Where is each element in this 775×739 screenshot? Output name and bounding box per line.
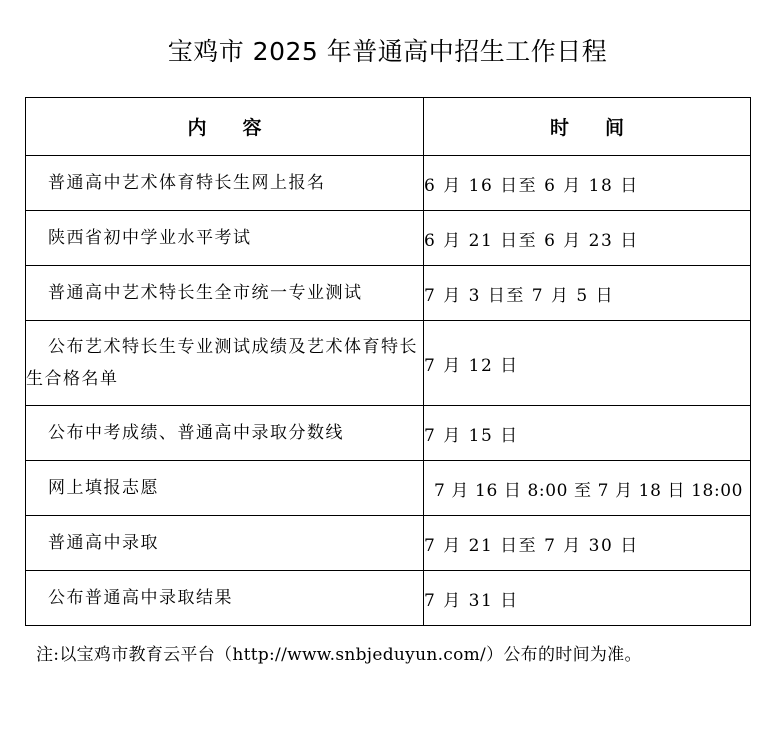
table-row bbox=[26, 211, 751, 266]
row-content: 公布中考成绩、普通高中录取分数线 bbox=[26, 406, 424, 461]
row-time: 7 月 31 日 bbox=[424, 571, 751, 626]
table-row bbox=[26, 156, 751, 211]
row-time: 7 月 3 日至 7 月 5 日 bbox=[424, 266, 751, 321]
row-time: 6 月 16 日至 6 月 18 日 bbox=[424, 156, 751, 211]
table-row bbox=[26, 571, 751, 626]
footnote: 注:以宝鸡市教育云平台（http://www.snbjeduyun.com/）公布的时间为准。 bbox=[36, 645, 642, 665]
table-header-row bbox=[26, 98, 751, 156]
row-time: 7 月 16 日 8:00 至 7 月 18 日 18:00 bbox=[424, 461, 751, 516]
row-content: 普通高中录取 bbox=[26, 516, 424, 571]
row-content: 网上填报志愿 bbox=[26, 461, 424, 516]
header-content: 内容 bbox=[26, 98, 424, 156]
table-row bbox=[26, 266, 751, 321]
row-time: 7 月 12 日 bbox=[424, 321, 751, 406]
row-time: 6 月 21 日至 6 月 23 日 bbox=[424, 211, 751, 266]
row-content: 陕西省初中学业水平考试 bbox=[26, 211, 424, 266]
row-content: 普通高中艺术体育特长生网上报名 bbox=[26, 156, 424, 211]
table-row bbox=[26, 406, 751, 461]
table-row bbox=[26, 461, 751, 516]
table-row bbox=[26, 516, 751, 571]
header-time: 时间 bbox=[424, 98, 751, 156]
row-content: 普通高中艺术特长生全市统一专业测试 bbox=[26, 266, 424, 321]
table-row bbox=[26, 321, 751, 406]
row-content: 公布普通高中录取结果 bbox=[26, 571, 424, 626]
schedule-table bbox=[25, 97, 751, 626]
row-time: 7 月 21 日至 7 月 30 日 bbox=[424, 516, 751, 571]
document-title: 宝鸡市 2025 年普通高中招生工作日程 bbox=[167, 37, 608, 66]
row-time: 7 月 15 日 bbox=[424, 406, 751, 461]
row-content: 公布艺术特长生专业测试成绩及艺术体育特长生合格名单 bbox=[26, 321, 424, 406]
